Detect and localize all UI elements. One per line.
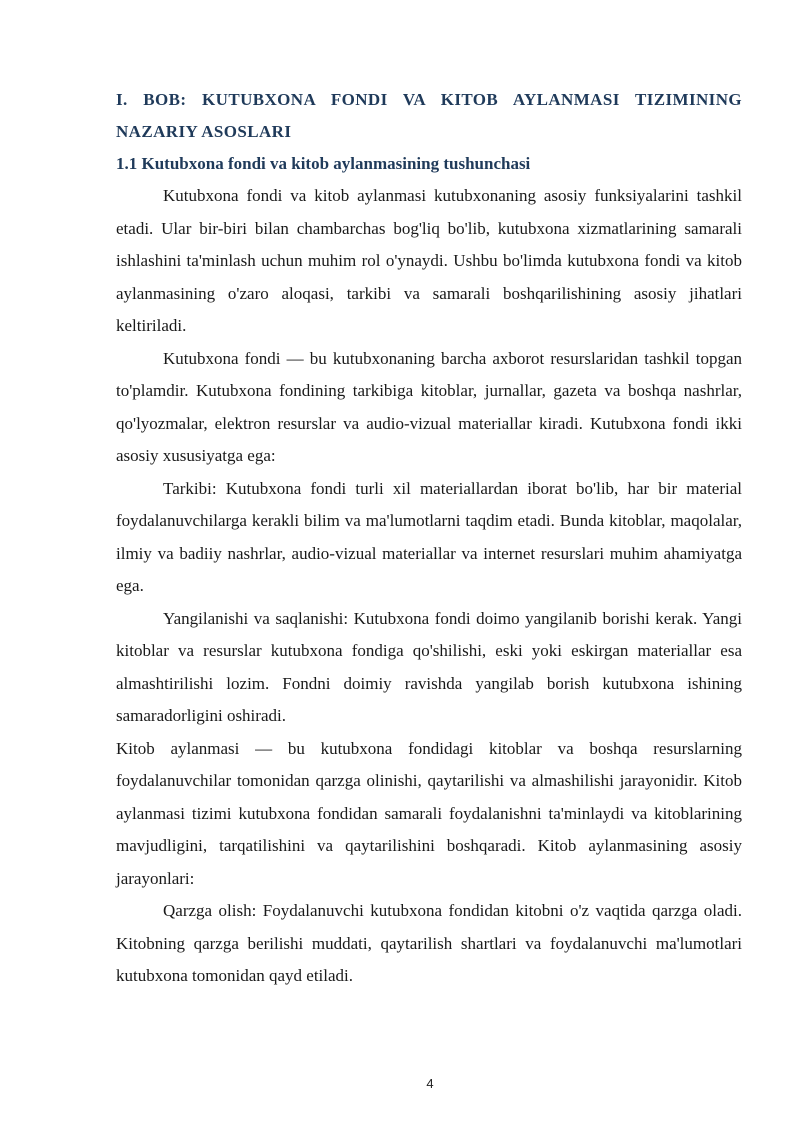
paragraph-circulation-definition: Kitob aylanmasi — bu kutubxona fondidagi kitoblar va boshqa resurslarning foydalanuvchilar tomonidan qarzga olinishi, qaytarilishi va almashilishi jarayonidir. Kitob aylanmasi tizimi kutubxona fondidan samarali foydalanishni ta'minlaydi va kitoblarining mavjudligini, tarqatilishini va qaytarilishini boshqaradi. Kitob aylanmasining asosiy jarayonlari: [116,738,742,888]
page-number: 4 [426,1076,434,1091]
section-title: 1.1 Kutubxona fondi va kitob aylanmasining tushunchasi [116,154,531,173]
document-page [116,84,742,993]
paragraph-intro: Kutubxona fondi va kitob aylanmasi kutubxonaning asosiy funksiyalarini tashkil etadi. Ular bir-biri bilan chambarchas bog'liq bo'lib, kutubxona xizmatlarining samarali ishlashini ta'minlash uchun muhim rol o'ynaydi. Ushbu bo'limda kutubxona fondi va kitob aylanmasining o'zaro aloqasi, tarkibi va samarali boshqarilishining asosiy jihatlari keltiriladi. [116,186,742,335]
paragraph-renewal: Yangilanishi va saqlanishi: Kutubxona fondi doimo yangilanib borishi kerak. Yangi kitoblar va resurslar kutubxona fondiga qo'shilishi, eski yoki eskirgan materiallar esa almashtirilishi lozim. Fondni doimiy ravishda yangilab borish kutubxona ishining samaradorligini oshiradi. [116,608,742,725]
paragraph-borrowing: Qarzga olish: Foydalanuvchi kutubxona fondidan kitobni o'z vaqtida qarzga oladi. Kitobning qarzga berilishi muddati, qaytarilish shartlari va foydalanuvchi ma'lumotlari kutubxona tomonidan qayd etiladi. [116,901,742,985]
paragraph-composition: Tarkibi: Kutubxona fondi turli xil materiallardan iborat bo'lib, har bir material foydalanuvchilarga kerakli bilim va ma'lumotlarni taqdim etadi. Bunda kitoblar, maqolalar, ilmiy va badiiy nashrlar, audio-vizual materiallar va internet resurslari muhim ahamiyatga ega. [116,478,742,595]
paragraph-fund-definition: Kutubxona fondi — bu kutubxonaning barcha axborot resurslaridan tashkil topgan to'plamdir. Kutubxona fondining tarkibiga kitoblar, jurnallar, gazeta va boshqa nashrlar, qo'lyozmalar, elektron resurslar va audio-vizual materiallar kiradi. Kutubxona fondi ikki asosiy xususiyatga ega: [116,348,742,465]
chapter-title: I. BOB: KUTUBXONA FONDI VA KITOB AYLANMASI TIZIMINING NAZARIY ASOSLARI [116,90,742,141]
